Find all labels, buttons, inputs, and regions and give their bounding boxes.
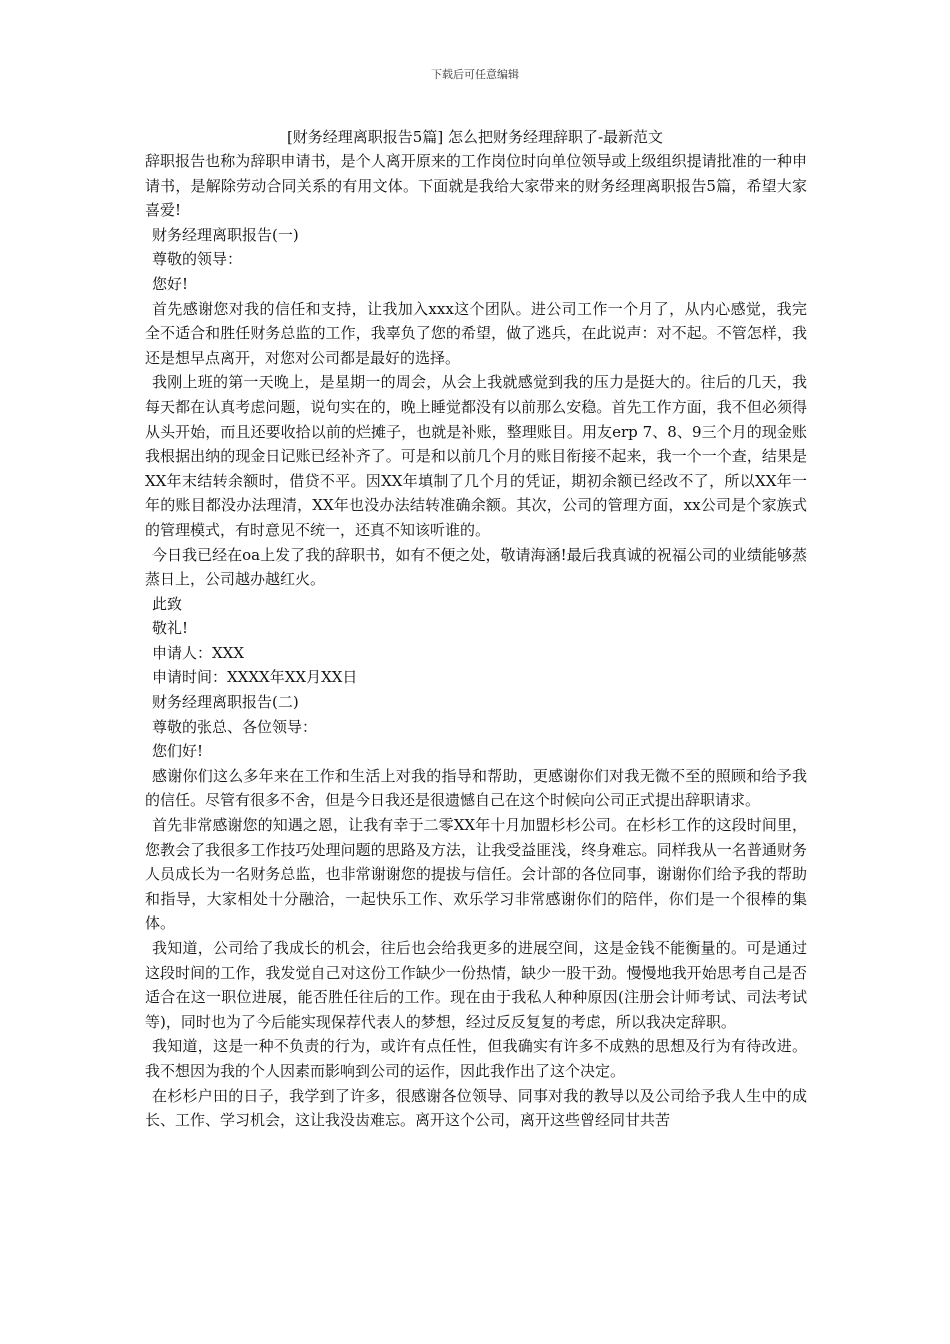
section-1-paragraph-2: 我刚上班的第一天晚上，是星期一的周会，从会上我就感觉到我的压力是挺大的。往后的几天，我每天都在认真考虑问题，说句实在的，晚上睡觉都没有以前那么安稳。首先工作方面，我不但必须得从头开始，而且还要收拾以前的烂摊子，也就是补账，整理账目。用友erp 7、8、9三个月的现金账我根据出纳的现金日记账已经补齐了。可是和以前几个月的账目衔接不起来，我一个一个查，结果是XX年末结转余额时，借贷不平。因XX年填制了几个月的凭证，期初余额已经改不了，所以XX年一年的账目都没办法理清，XX年也没办法结转准确余额。其次，公司的管理方面，xx公司是个家族式的管理模式，有时意见不统一，还真不知该听谁的。: [145, 373, 807, 539]
section-2-heading: 财务经理离职报告(二): [152, 693, 299, 712]
section-1-paragraph-3: 今日我已经在oa上发了我的辞职书，如有不便之处，敬请海涵!最后我真诚的祝福公司的业绩能够蒸蒸日上，公司越办越红火。: [145, 545, 807, 589]
section-2-paragraph-3: 我知道，公司给了我成长的机会，往后也会给我更多的进展空间，这是金钱不能衡量的。可是通过这段时间的工作，我发觉自己对这份工作缺少一份热情，缺少一股干劲。慢慢地我开始思考自己是否适合在这一职位进展，能否胜任往后的工作。现在由于我私人种种原因(注册会计师考试、司法考试等)，同时也为了今后能实现保荐代表人的梦想，经过反反复复的考虑，所以我决定辞职。: [145, 939, 807, 1031]
section-2-paragraph-1: 感谢你们这么多年来在工作和生活上对我的指导和帮助，更感谢你们对我无微不至的照顾和给予我的信任。尽管有很多不舍，但是今日我还是很遗憾自己在这个时候向公司正式提出辞职请求。: [145, 766, 807, 810]
section-1-applicant: 申请人：XXX: [152, 643, 245, 662]
document-title: [财务经理离职报告5篇] 怎么把财务经理辞职了-最新范文: [286, 128, 664, 146]
section-2-salutation: 尊敬的张总、各位领导：: [152, 717, 318, 736]
intro-paragraph: 辞职报告也称为辞职申请书，是个人离开原来的工作岗位时向单位领导或上级组织提请批准的一种申请书，是解除劳动合同关系的有用文体。下面就是我给大家带来的财务经理离职报告5篇，希望大家喜爱!: [145, 152, 807, 220]
section-2-paragraph-4: 我知道，这是一种不负责的行为，或许有点任性，但我确实有许多不成熟的思想及行为有待改进。我不想因为我的个人因素而影响到公司的运作，因此我作出了这个决定。: [145, 1037, 807, 1080]
section-2-greeting: 您们好!: [152, 742, 204, 761]
page-header-note: 下载后可任意编辑: [431, 68, 519, 81]
section-1-paragraph-1: 首先感谢您对我的信任和支持，让我加入xxx这个团队。进公司工作一个月了，从内心感觉，我完全不适合和胜任财务总监的工作，我辜负了您的希望，做了逃兵，在此说声：对不起。不管怎样，我还是想早点离开，对您对公司都是最好的选择。: [145, 299, 807, 367]
document-body: [145, 149, 807, 1133]
section-2-paragraph-2: 首先非常感谢您的知遇之恩，让我有幸于二零XX年十月加盟杉杉公司。在杉杉工作的这段时间里，您教会了我很多工作技巧处理问题的思路及方法，让我受益匪浅，终身难忘。同样我从一名普通财务人员成长为一名财务总监，也非常谢谢您的提拔与信任。会计部的各位同事，谢谢你们给予我的帮助和指导，大家相处十分融洽，一起快乐工作、欢乐学习非常感谢你们的陪伴，你们是一个很棒的集体。: [145, 816, 807, 933]
section-1-salutation: 尊敬的领导：: [152, 250, 243, 269]
section-1-date: 申请时间：XXXX年XX月XX日: [152, 668, 358, 687]
section-1-greeting: 您好!: [152, 274, 189, 293]
section-1-closing-1: 此致: [152, 594, 183, 613]
section-1-heading: 财务经理离职报告(一): [152, 225, 299, 244]
section-1-closing-2: 敬礼!: [152, 619, 189, 638]
section-2-paragraph-5: 在杉杉户田的日子，我学到了许多，很感谢各位领导、同事对我的教导以及公司给予我人生中的成长、工作、学习机会，这让我没齿难忘。离开这个公司，离开这些曾经同甘共苦: [145, 1086, 807, 1130]
